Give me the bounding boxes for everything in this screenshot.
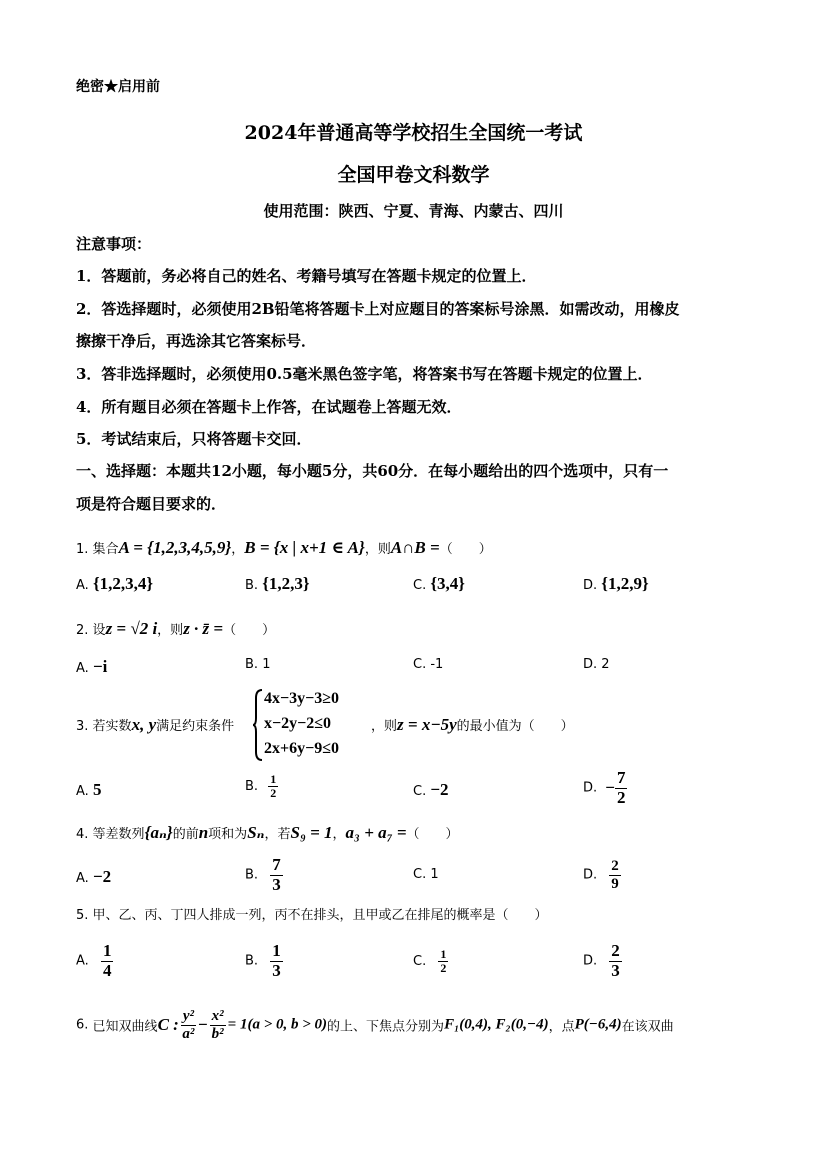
question-text: ， [332,827,346,842]
q3-option-b[interactable]: B. $\frac{1}{2}$ [245,772,277,801]
question-2 [76,619,275,639]
sequence-formula: {aₙ} [144,823,173,842]
point-formula: P(−6,4) [574,1016,622,1033]
z-formula: z = √2 i [105,619,158,638]
q5-option-c[interactable]: C. $\frac{1}{2}$ [413,947,447,976]
intersection-formula: A∩B = [390,538,440,557]
sum-formula: a₃ + a₇ = [345,823,407,842]
x-fraction: $\frac{\text{x²}}{\text{b²}}$ [211,1008,224,1042]
product-formula: z · z̄ = [183,619,224,638]
q1-option-b[interactable]: B. {1,2,3} [245,574,310,593]
question-text: 满足约束条件 [156,719,235,734]
question-text: 集合 [92,542,119,557]
foci-formula: F₁(0,4), F₂(0,−4) [444,1016,549,1033]
q2-option-c[interactable]: C. -1 [413,657,444,672]
question-text: 设 [92,623,106,638]
q5-option-b[interactable]: B. $\frac{1}{3}$ [245,941,281,980]
question-text: ，则 [157,623,184,638]
minus-sign: − [197,1015,208,1034]
question-text: 已知双曲线 [92,1019,158,1035]
constraint-2: x−2y−2≤0 [264,715,332,732]
question-text: 若实数 [92,719,132,734]
question-number: 1. [76,542,89,557]
question-text: ，若 [264,827,291,842]
sn-formula: Sₙ [247,823,265,842]
question-text: 项和为 [208,827,248,842]
q3-option-d[interactable]: D. − $\frac{7}{2}$ [583,768,626,807]
hyperbola-condition: = 1(a > 0, b > 0) [227,1016,328,1033]
question-text: 的最小值为（ ） [456,719,574,734]
notice-item: 1．答题前，务必将自己的姓名、考籍号填写在答题卡规定的位置上． [76,267,537,285]
q3-option-c[interactable]: C. −2 [413,780,449,799]
y-fraction: $\frac{\text{y²}}{\text{a²}}$ [182,1008,195,1042]
answer-paren: （ ） [406,827,459,842]
set-a-formula: A = {1,2,3,4,5,9} [118,538,232,557]
notice-item: 5．考试结束后，只将答题卡交回． [76,430,312,448]
question-number: 6. [76,1017,89,1033]
q5-option-d[interactable]: D. $\frac{2}{3}$ [583,941,620,980]
q5-option-a[interactable]: A. $\frac{1}{4}$ [76,941,112,980]
question-text: 甲、乙、丙、丁四人排成一列，丙不在排头，且甲或乙在排尾的概率是（ ） [92,908,548,923]
left-brace-icon [252,688,264,762]
objective-formula: z = x−5y [397,715,457,734]
exam-subtitle: 全国甲卷文科数学 [337,164,490,186]
question-number: 4. [76,827,89,842]
constraint-1: 4x−3y−3≥0 [264,690,340,707]
usage-scope: 使用范围：陕西、宁夏、青海、内蒙古、四川 [263,202,564,220]
question-text: 的前 [172,827,199,842]
q3-option-a[interactable]: A. 5 [76,780,102,799]
question-text: 等差数列 [92,827,145,842]
hyperbola-label: C : [157,1015,179,1034]
notice-item: 2．答选择题时，必须使用2B铅笔将答题卡上对应题目的答案标号涂黑．如需改动，用橡皮 [76,300,680,318]
q2-option-d[interactable]: D. 2 [583,657,610,672]
question-number: 3. [76,719,89,734]
q1-option-d[interactable]: D. {1,2,9} [583,574,649,593]
constraint-system [264,686,339,761]
question-4 [76,823,459,843]
q1-option-a[interactable]: A. {1,2,3,4} [76,574,154,593]
question-text: 的上、下焦点分别为 [327,1019,445,1035]
question-3-lead [76,715,234,735]
question-6 [76,1008,674,1042]
q1-option-c[interactable]: C. {3,4} [413,574,466,593]
n-formula: n [198,823,209,842]
question-number: 2. [76,623,89,638]
notice-item: 4．所有题目必须在答题卡上作答，在试题卷上答题无效． [76,398,462,416]
question-text: ，则 [371,719,398,734]
question-text: ， [231,542,245,557]
section-heading-line1: 一、选择题：本题共12小题，每小题5分，共60分．在每小题给出的四个选项中，只有一 [76,462,669,480]
question-5 [76,904,548,923]
question-text: ，则 [364,542,391,557]
q4-option-b[interactable]: B. $\frac{7}{3}$ [245,855,281,894]
question-number: 5. [76,908,89,923]
q4-option-d[interactable]: D. $\frac{2}{9}$ [583,858,619,892]
notice-heading: 注意事项： [76,235,152,253]
condition-formula: S₉ = 1 [290,823,333,842]
q2-option-b[interactable]: B. 1 [245,657,271,672]
constraint-3: 2x+6y−9≤0 [264,740,340,757]
notice-item: 3．答非选择题时，必须使用0.5毫米黑色签字笔，将答案书写在答题卡规定的位置上． [76,365,653,383]
question-3-tail [371,715,574,735]
secret-label: 绝密★启用前 [76,79,160,95]
answer-paren: （ ） [439,542,492,557]
question-text: 在该双曲 [621,1019,674,1035]
notice-item: 擦擦干净后，再选涂其它答案标号． [76,332,317,350]
vars-formula: x, y [131,715,157,734]
exam-title: 2024年普通高等学校招生全国统一考试 [244,122,583,144]
q4-option-c[interactable]: C. 1 [413,867,439,882]
question-text: ，点 [548,1019,575,1035]
q4-option-a[interactable]: A. −2 [76,867,112,886]
section-heading-line2: 项是符合题目要求的． [76,495,227,513]
q2-option-a[interactable]: A. −i [76,657,108,676]
set-b-formula: B = {x | x+1 ∈ A} [244,538,365,557]
question-1 [76,538,492,558]
answer-paren: （ ） [223,623,276,638]
